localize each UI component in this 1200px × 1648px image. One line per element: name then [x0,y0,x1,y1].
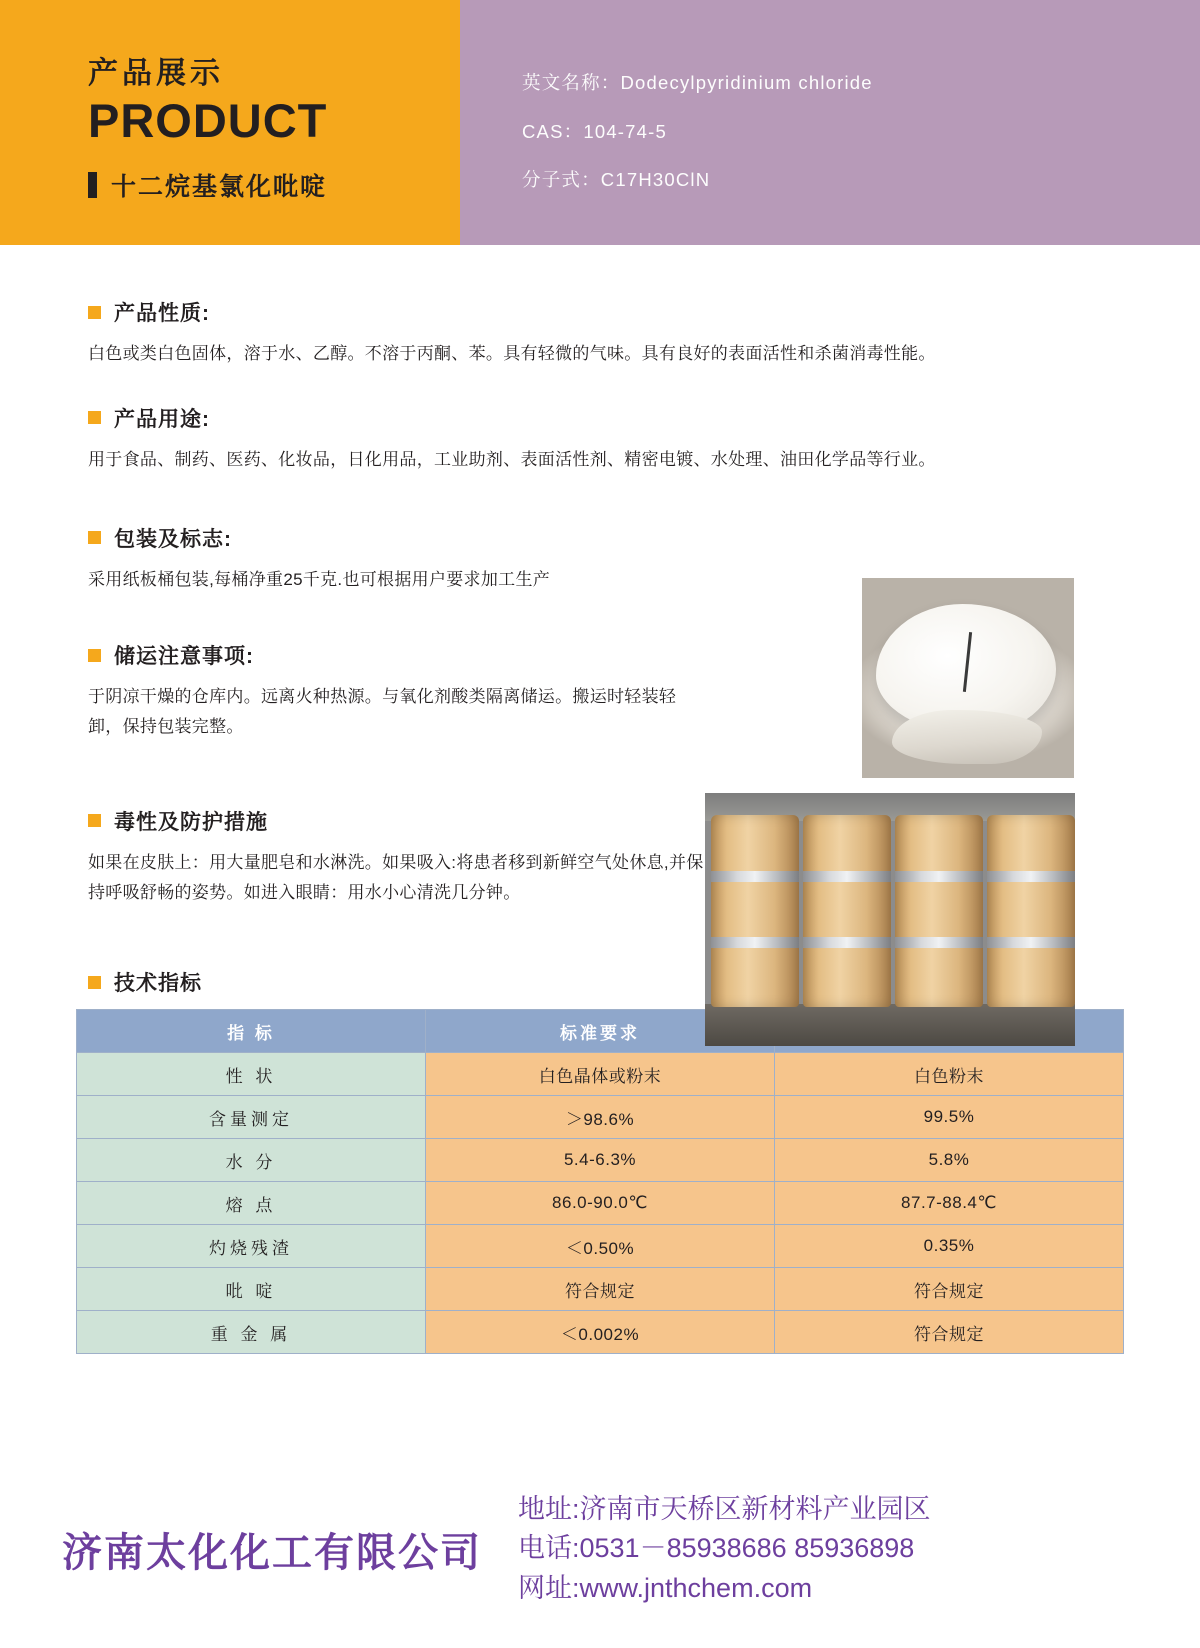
section-heading: 产品性质: [114,302,210,325]
table-row [77,1182,1124,1225]
table-cell-standard: ＜0.50% [426,1225,775,1268]
cas-number: CAS：104-74-5 [522,120,667,142]
square-bullet-icon [88,306,101,319]
section-text: 如果在皮肤上：用大量肥皂和水淋洗。如果吸入:将患者移到新鲜空气处休息,并保持呼吸舒畅的姿势。如进入眼睛：用水小心清洗几分钟。 [88,852,704,902]
section-text: 白色或类白色固体，溶于水、乙醇。不溶于丙酮、苯。具有轻微的气味。具有良好的表面活性和杀菌消毒性能。 [88,344,936,363]
drum [987,815,1075,1007]
company-name: 济南太化化工有限公司 [62,1530,482,1575]
table-header-cell: 指 标 [77,1010,426,1053]
table-cell-indicator: 重 金 属 [77,1311,426,1354]
table-cell-indicator: 熔 点 [77,1182,426,1225]
table-row [77,1311,1124,1354]
molecular-formula: 分子式：C17H30ClN [522,169,711,190]
header-left-panel [0,0,460,245]
section-heading: 储运注意事项: [114,645,254,669]
section-heading: 技术指标 [114,972,202,996]
table-row [77,1225,1124,1268]
product-name-row [88,167,460,203]
section-text: 用于食品、制药、医药、化妆品，日化用品，工业助剂、表面活性剂、精密电镀、水处理、油田化学品等行业。 [88,449,936,469]
section-title-row [88,297,1200,327]
header-right-panel [460,0,1200,245]
table-cell-indicator: 灼烧残渣 [77,1225,426,1268]
section-text: 于阴凉干燥的仓库内。远离火种热源。与氧化剂酸类隔离储运。搬运时轻装轻卸，保持包装完整。 [88,687,677,736]
section-product-uses [0,403,1200,475]
plastic-bag-fold [892,710,1042,764]
table-cell-measured: 5.8% [775,1139,1124,1182]
table-cell-indicator: 性 状 [77,1053,426,1096]
table-cell-measured: 符合规定 [775,1268,1124,1311]
page-footer [0,1468,1200,1648]
vertical-bar-icon [88,172,97,198]
table-row [77,1268,1124,1311]
square-bullet-icon [88,411,101,424]
header-cn-title: 产品展示 [88,57,224,90]
drum [711,815,799,1007]
table-cell-standard: 5.4-6.3% [426,1139,775,1182]
company-address: 地址:济南市天桥区新材料产业园区 [518,1494,931,1525]
table-cell-standard: 白色晶体或粉末 [426,1053,775,1096]
table-cell-measured: 符合规定 [775,1311,1124,1354]
square-bullet-icon [88,531,101,544]
product-name: 十二烷基氯化吡啶 [111,173,328,202]
table-header-cell: 标准要求 [426,1010,775,1053]
table-cell-indicator: 吡 啶 [77,1268,426,1311]
table-cell-measured: 99.5% [775,1096,1124,1139]
table-cell-indicator: 含量测定 [77,1096,426,1139]
spec-table-wrapper [0,1009,1200,1354]
table-cell-standard: 符合规定 [426,1268,775,1311]
square-bullet-icon [88,814,101,827]
photo-floor [705,1004,1075,1046]
section-title-row [88,523,1200,553]
section-text: 采用纸板桶包装,每桶净重25千克.也可根据用户要求加工生产 [88,569,551,589]
technical-indicator-table [76,1009,1124,1354]
company-phone: 电话:0531－85938686 85936898 [518,1533,915,1564]
page-header [0,0,1200,245]
table-cell-measured: 0.35% [775,1225,1124,1268]
table-cell-measured: 87.7-88.4℃ [775,1182,1124,1225]
header-en-title: PRODUCT [88,94,328,147]
company-website[interactable]: 网址:www.jnthchem.com [518,1572,813,1603]
section-product-properties [0,297,1200,369]
table-row [77,1139,1124,1182]
section-title-row [88,403,1200,433]
table-cell-standard: ＜0.002% [426,1311,775,1354]
drum [895,815,983,1007]
section-heading: 产品用途: [114,407,210,431]
contact-block [518,1490,931,1607]
table-cell-standard: ＞98.6% [426,1096,775,1139]
table-row [77,1053,1124,1096]
table-cell-standard: 86.0-90.0℃ [426,1182,775,1225]
drum [803,815,891,1007]
english-name: 英文名称：Dodecylpyridinium chloride [522,72,873,93]
section-heading: 毒性及防护措施 [114,810,268,834]
table-row [77,1096,1124,1139]
square-bullet-icon [88,976,101,989]
section-heading: 包装及标志: [114,527,232,551]
table-cell-measured: 白色粉末 [775,1053,1124,1096]
square-bullet-icon [88,649,101,662]
cardboard-drums-photo [705,793,1075,1046]
packaging-bag-photo [862,578,1074,778]
table-cell-indicator: 水 分 [77,1139,426,1182]
